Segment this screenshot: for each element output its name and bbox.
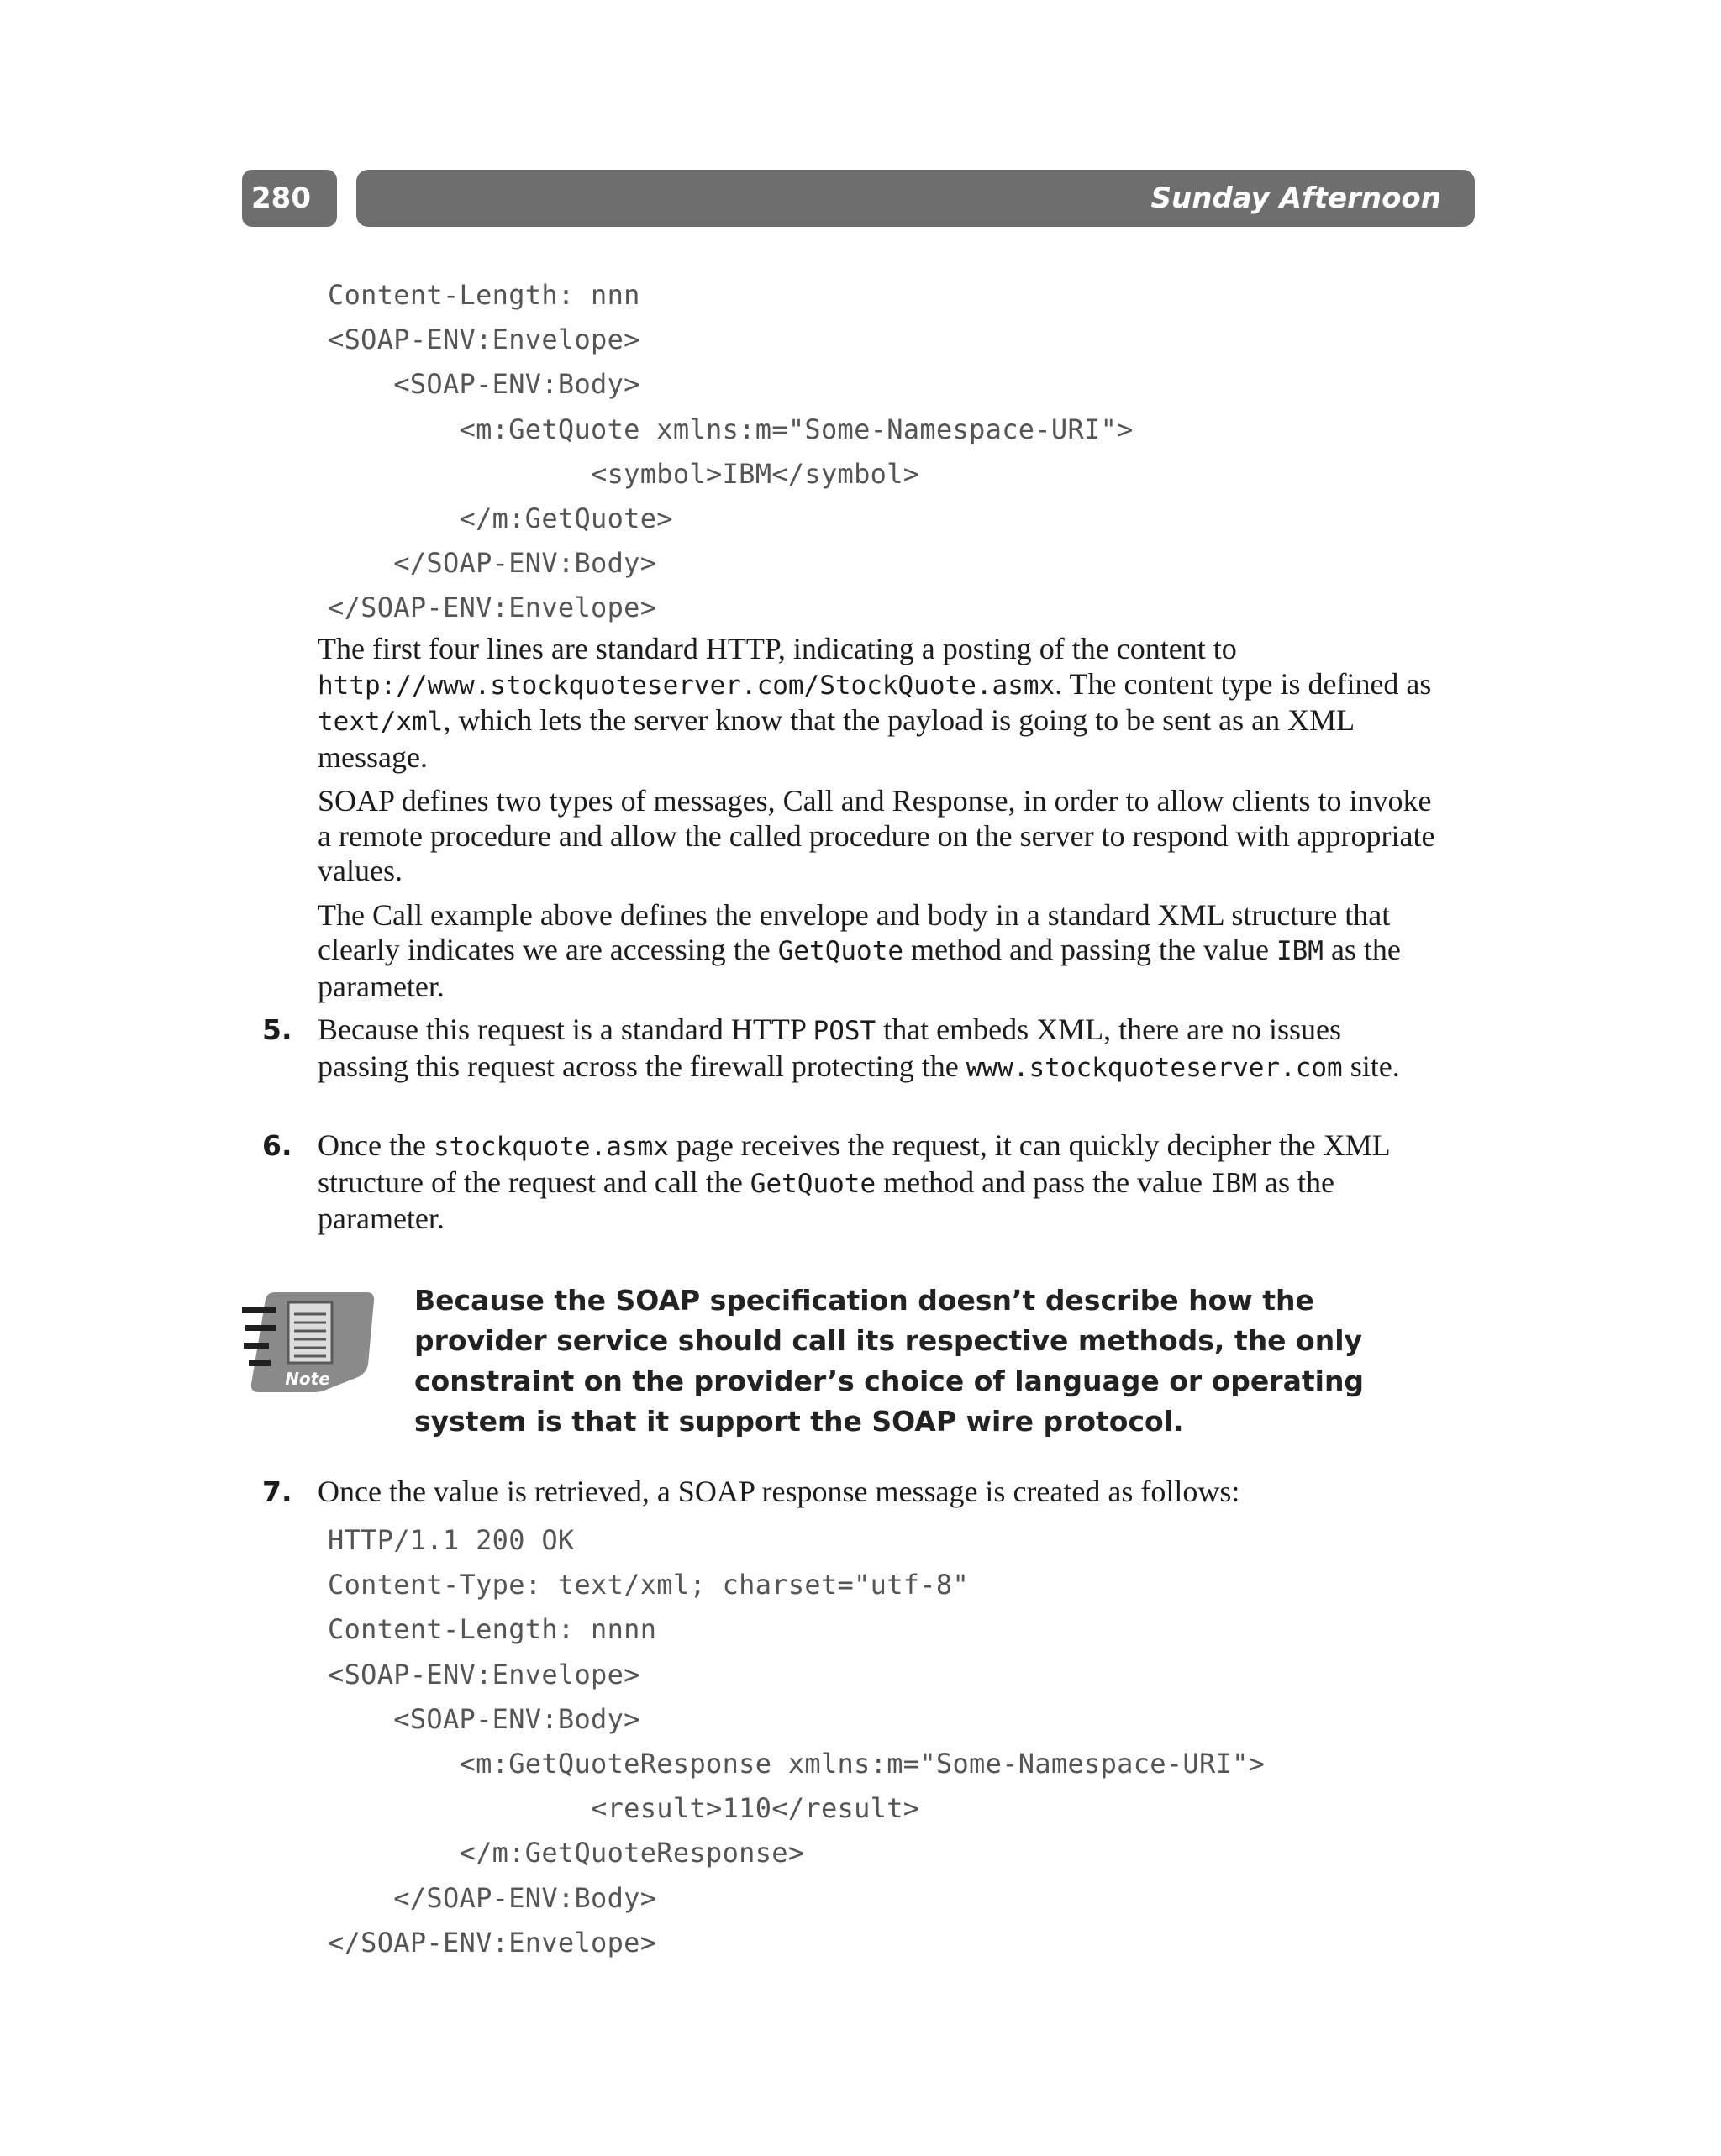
code-line: HTTP/1.1 200 OK xyxy=(328,1524,575,1556)
code-line: </SOAP-ENV:Envelope> xyxy=(328,1926,657,1959)
paragraph-call-example: The Call example above defines the envelope and body in a standard XML structure that clearly indicates we are accessing the GetQuote method and passing the value IBM as the parameter. xyxy=(318,897,1401,1003)
code-line: <SOAP-ENV:Envelope> xyxy=(328,323,640,356)
explanation-paragraphs xyxy=(318,632,1435,1013)
code-line: <result>110</result> xyxy=(328,1792,920,1825)
code-line: Content-Type: text/xml; charset="utf-8" xyxy=(328,1569,970,1601)
code-line: </SOAP-ENV:Body> xyxy=(328,1881,657,1914)
code-line: </SOAP-ENV:Body> xyxy=(328,547,657,580)
code-line: <SOAP-ENV:Envelope> xyxy=(328,1658,640,1691)
code-line: </m:GetQuote> xyxy=(328,502,673,535)
code-line: Content-Length: nnnn xyxy=(328,1613,657,1646)
list-number: 6. xyxy=(262,1129,292,1162)
site-url: www.stockquoteserver.com xyxy=(966,1052,1343,1083)
content-type-text: text/xml xyxy=(318,707,444,737)
list-number: 5. xyxy=(262,1013,292,1046)
code-block-response xyxy=(328,1518,1265,1965)
method-name: GetQuote xyxy=(777,936,904,966)
note-text: Because the SOAP specification doesn’t describe how the provider service should call its respective methods, the only constraint on the provider’s choice of language or operating system is that it support the SOAP wire protocol. xyxy=(414,1284,1365,1438)
list-item-5: 5. Because this request is a standard HTTP POST that embeds XML, there are no issues passing this request across the firewall protecting the www.stockquoteserver.com site. xyxy=(262,1012,1400,1083)
running-header-title: Sunday Afternoon xyxy=(356,170,1475,227)
code-line: </m:GetQuoteResponse> xyxy=(328,1837,805,1869)
page-number: 280 xyxy=(242,170,337,227)
parameter-value: IBM xyxy=(1276,936,1324,966)
code-line: <SOAP-ENV:Body> xyxy=(328,1702,640,1735)
code-block-request xyxy=(328,273,1134,631)
note-label: Note xyxy=(285,1369,330,1389)
code-line: <m:GetQuoteResponse xmlns:m="Some-Namespace-URI"> xyxy=(328,1748,1266,1780)
paragraph-http: The first four lines are standard HTTP, indicating a posting of the content to http://www.stockquoteserver.com/StockQuote.asmx. The content type is defined as text/xml, which lets the server know that the payload is going to be sent as an XML message. xyxy=(318,632,1432,774)
list-item-7: 7. Once the value is retrieved, a SOAP response message is created as follows: xyxy=(262,1475,1240,1508)
code-line: <m:GetQuote xmlns:m="Some-Namespace-URI"> xyxy=(328,413,1134,445)
code-line: <symbol>IBM</symbol> xyxy=(328,457,920,490)
note-icon xyxy=(242,1291,376,1396)
paragraph-soap-messages: SOAP defines two types of messages, Call and Response, in order to allow clients to invoke a remote procedure and allow the called procedure on the server to respond with appropriate values. xyxy=(318,784,1435,887)
list-item-6: 6. Once the stockquote.asmx page receives the request, it can quickly decipher the XML structure of the request and call the GetQuote method and pass the value IBM as the parameter. xyxy=(262,1128,1390,1235)
url-text: http://www.stockquoteserver.com/StockQuote.asmx xyxy=(318,670,1055,701)
code-line: </SOAP-ENV:Envelope> xyxy=(328,592,657,624)
code-line: Content-Length: nnn xyxy=(328,279,640,311)
code-line: <SOAP-ENV:Body> xyxy=(328,368,640,401)
list-number: 7. xyxy=(262,1475,292,1508)
